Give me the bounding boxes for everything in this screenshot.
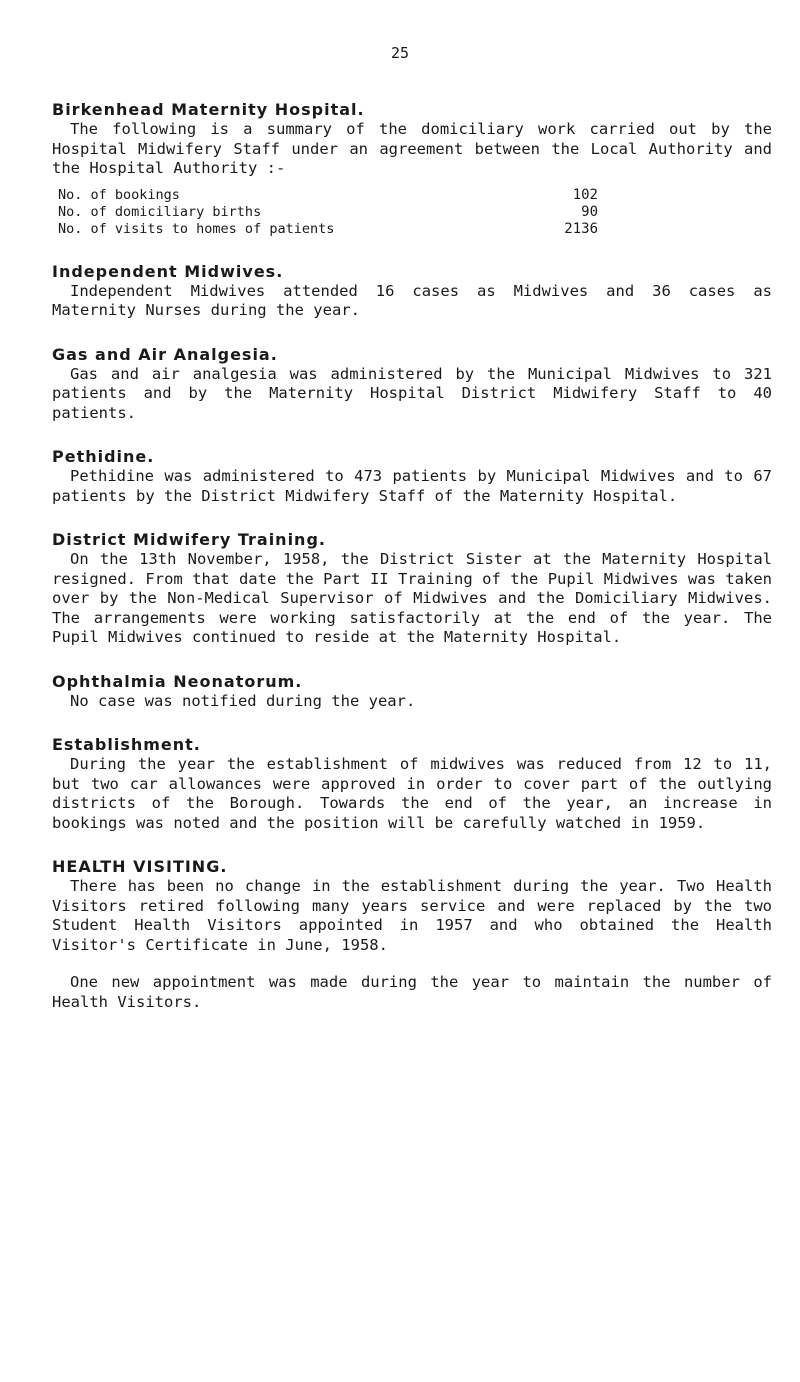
section-district-midwifery-training — [52, 530, 772, 648]
row-value: 2136 — [564, 220, 598, 237]
section-heading: District Midwifery Training. — [52, 530, 326, 549]
row-value: 102 — [572, 186, 598, 203]
section-paragraph: On the 13th November, 1958, the District Sister at the Maternity Hospital resigned. From that date the Part II Training of the Pupil Midwives was taken over by the Non-Medical Supervisor of Midwives and the Domiciliary Midwives. The arrangements were working satisfactorily at the end of the year. The Pupil Midwives continued to reside at the Maternity Hospital. — [52, 550, 772, 646]
section-paragraph: No case was notified during the year. — [70, 691, 416, 710]
section-birkenhead-maternity — [52, 100, 772, 238]
section-heading: Independent Midwives. — [52, 261, 284, 281]
row-label: No. of domiciliary births — [58, 203, 262, 220]
section-paragraph: Pethidine was administered to 473 patients by Municipal Midwives and to 67 patients by the District Midwifery Staff of the Maternity Hospital. — [52, 467, 772, 505]
document-body — [52, 100, 772, 1036]
table-row — [58, 204, 598, 221]
page-number: 25 — [390, 44, 410, 62]
section-heading: Birkenhead Maternity Hospital. — [52, 100, 365, 119]
section-pethidine — [52, 447, 772, 506]
section-heading: Pethidine. — [52, 447, 155, 466]
section-heading: HEALTH VISITING. — [52, 857, 228, 876]
section-paragraph: Independent Midwives attended 16 cases as Midwives and 36 cases as Maternity Nurses during the year. — [52, 281, 772, 319]
section-heading: Ophthalmia Neonatorum. — [52, 671, 303, 691]
row-label: No. of bookings — [58, 186, 180, 203]
section-establishment — [52, 735, 772, 833]
section-ophthalmia-neonatorum — [52, 672, 772, 712]
section-heading: Establishment. — [52, 735, 201, 754]
row-value: 90 — [581, 203, 598, 220]
domiciliary-work-table — [58, 187, 598, 238]
section-gas-air-analgesia — [52, 345, 772, 424]
table-row — [58, 221, 598, 238]
section-independent-midwives — [52, 262, 772, 321]
section-paragraph: There has been no change in the establishment during the year. Two Health Visitors retired following many years service and were replaced by the two Student Health Visitors appointed in 1957 and who obtained the Health Visitor's Certificate in June, 1958. — [52, 877, 772, 954]
table-row — [58, 187, 598, 204]
section-paragraph: The following is a summary of the domiciliary work carried out by the Hospital Midwifery Staff under an agreement between the Local Authority and the Hospital Authority :- — [52, 120, 772, 177]
section-paragraph: During the year the establishment of midwives was reduced from 12 to 11, but two car allowances were approved in order to cover part of the outlying districts of the Borough. Towards the end of the year, an increase in bookings was noted and the position will be carefully watched in 1959. — [52, 755, 772, 832]
section-heading: Gas and Air Analgesia. — [52, 344, 278, 364]
section-paragraph: Gas and air analgesia was administered by the Municipal Midwives to 321 patients and by the Maternity Hospital District Midwifery Staff to 40 patients. — [52, 364, 772, 422]
row-label: No. of visits to homes of patients — [58, 220, 335, 237]
section-health-visiting — [52, 857, 772, 1012]
section-paragraph: One new appointment was made during the year to maintain the number of Health Visitors. — [52, 973, 772, 1011]
